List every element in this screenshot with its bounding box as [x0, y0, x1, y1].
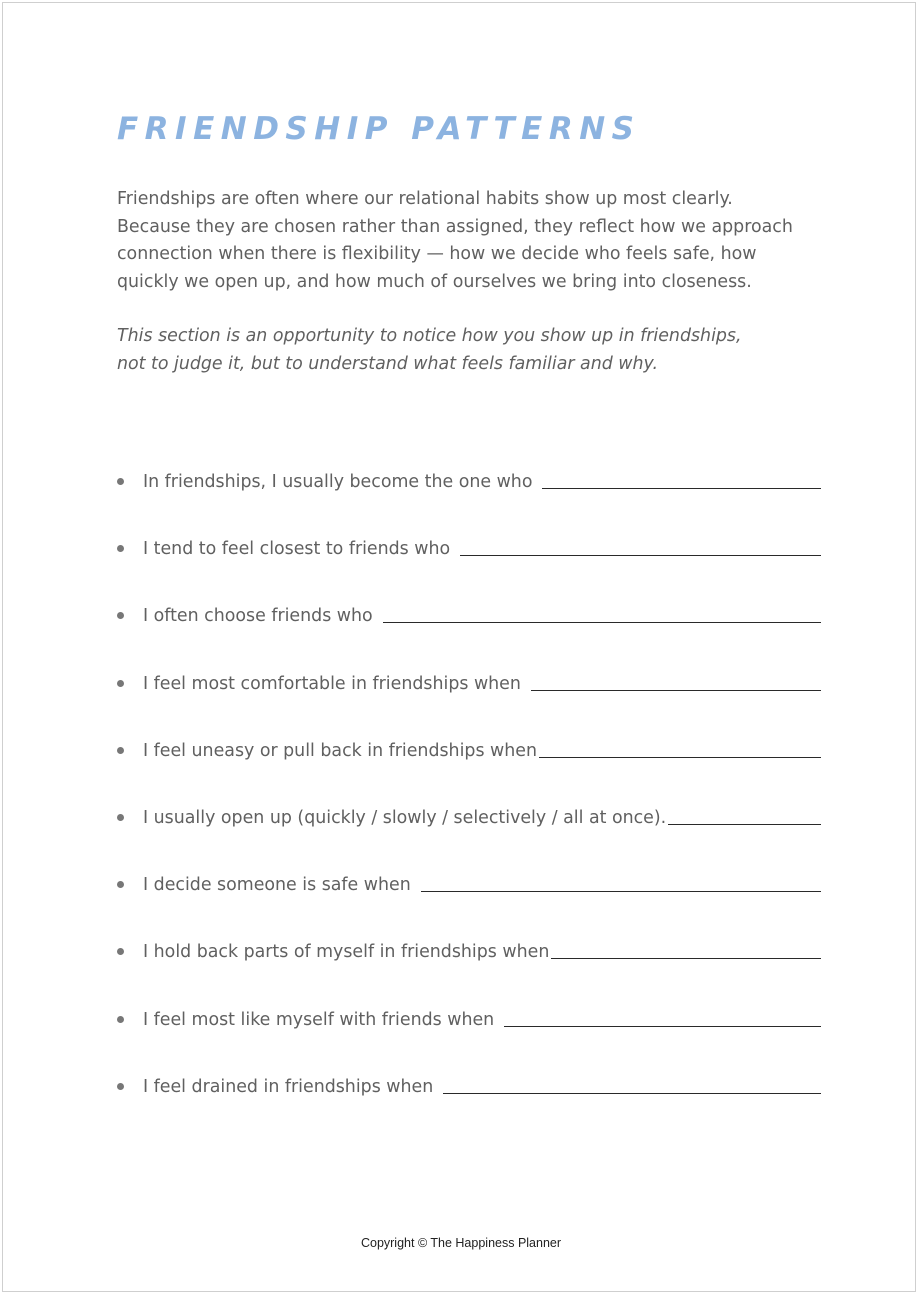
answer-line[interactable] [531, 690, 821, 691]
note-line: This section is an opportunity to notice how you show up in friendships, [117, 326, 742, 346]
note-line: not to judge it, but to understand what feels familiar and why. [117, 353, 659, 374]
prompt-text: I usually open up (quickly / slowly / selectively / all at once). [143, 807, 667, 828]
bullet-icon [117, 478, 124, 485]
bullet-icon [117, 747, 124, 754]
bullet-icon [117, 814, 124, 821]
copyright-footer: Copyright © The Happiness Planner [360, 1236, 562, 1250]
list-item [117, 596, 821, 663]
bullet-icon [117, 881, 124, 888]
answer-line[interactable] [668, 824, 821, 825]
prompt-text: I feel uneasy or pull back in friendships when [143, 740, 537, 761]
list-item [117, 462, 821, 529]
list-item [117, 1067, 821, 1134]
answer-line[interactable] [551, 958, 821, 959]
prompt-text: I feel most like myself with friends when [143, 1009, 495, 1030]
list-item [117, 664, 821, 731]
bullet-icon [117, 948, 124, 955]
prompt-list [117, 462, 821, 1134]
intro-line: Friendships are often where our relational habits show up most clearly. [117, 189, 733, 209]
intro-line: connection when there is flexibility — how we decide who feels safe, how [117, 244, 757, 264]
bullet-icon [117, 545, 124, 552]
prompt-text: I feel drained in friendships when [143, 1076, 434, 1097]
prompt-text: I feel most comfortable in friendships when [143, 673, 521, 694]
prompt-text: I hold back parts of myself in friendships when [143, 942, 550, 963]
answer-line[interactable] [383, 622, 821, 623]
list-item [117, 798, 821, 865]
intro-line: Because they are chosen rather than assigned, they reflect how we approach [117, 216, 793, 237]
list-item [117, 529, 821, 596]
bullet-icon [117, 612, 124, 619]
worksheet-page [2, 2, 916, 1292]
answer-line[interactable] [460, 555, 821, 556]
list-item [117, 865, 821, 932]
prompt-text: I tend to feel closest to friends who [143, 539, 451, 560]
intro-line: quickly we open up, and how much of ourselves we bring into closeness. [117, 271, 752, 292]
italic-note [117, 323, 837, 378]
answer-line[interactable] [539, 757, 821, 758]
answer-line[interactable] [542, 488, 821, 489]
prompt-text: I decide someone is safe when [143, 875, 411, 896]
answer-line[interactable] [443, 1093, 821, 1094]
prompt-text: I often choose friends who [143, 606, 373, 627]
list-item [117, 731, 821, 798]
page-title: FRIENDSHIP PATTERNS [117, 111, 641, 147]
bullet-icon [117, 680, 124, 687]
answer-line[interactable] [504, 1026, 821, 1027]
bullet-icon [117, 1016, 124, 1023]
intro-paragraph [117, 186, 837, 296]
prompt-text: In friendships, I usually become the one who [143, 472, 533, 492]
bullet-icon [117, 1083, 124, 1090]
list-item [117, 1000, 821, 1067]
answer-line[interactable] [421, 891, 821, 892]
list-item [117, 932, 821, 999]
